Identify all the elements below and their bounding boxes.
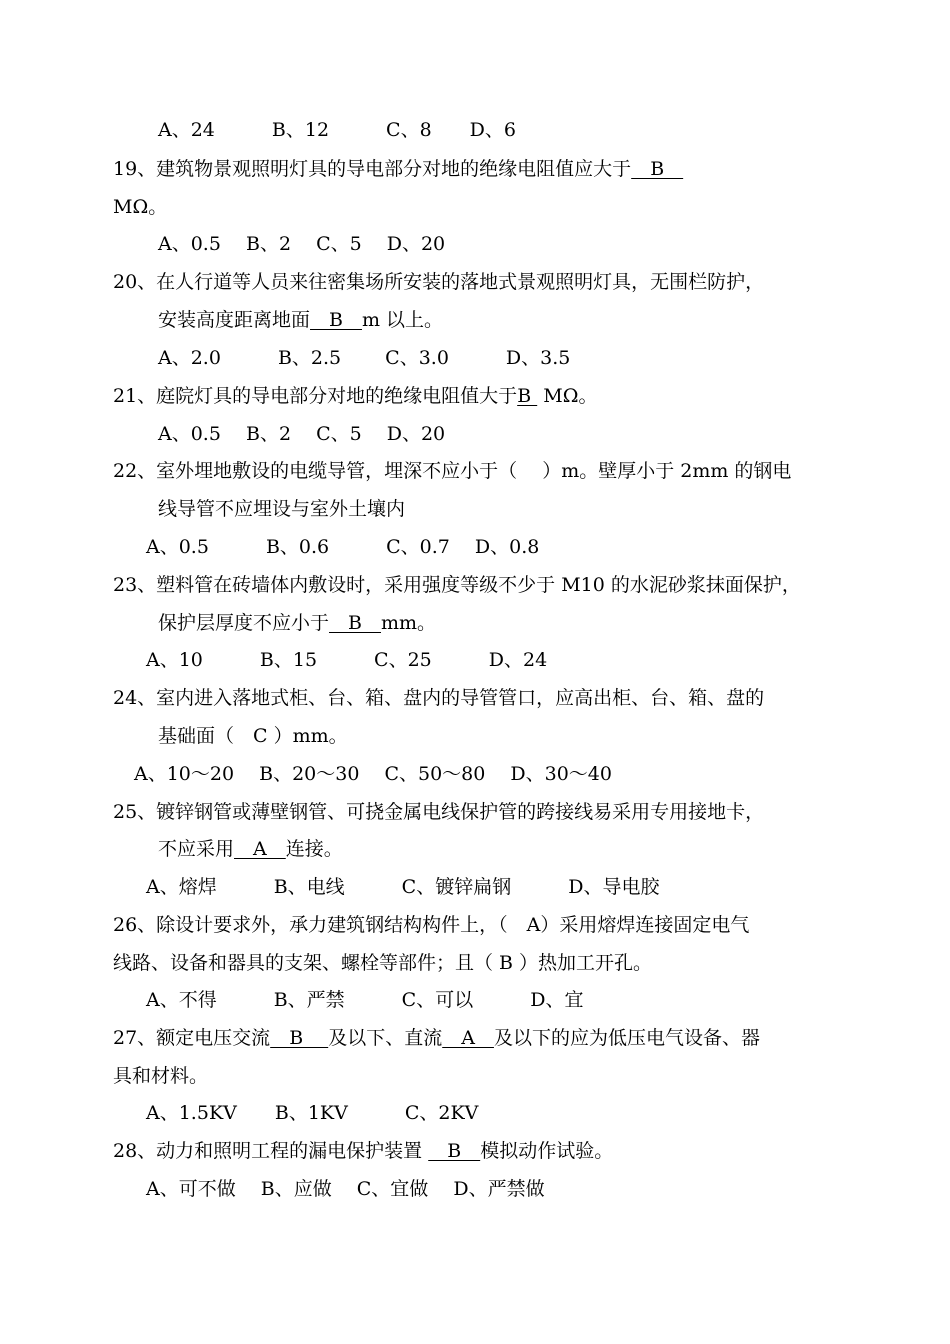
q23-answer: B bbox=[329, 612, 381, 634]
q25-options: A、熔焊 B、电线 C、镀锌扁钢 D、导电胶 bbox=[146, 876, 660, 898]
q27-text-mid: 及以下、直流 bbox=[328, 1027, 443, 1049]
q25-answer: A bbox=[234, 838, 286, 860]
q23-question: 23、塑料管在砖墙体内敷设时，采用强度等级不少于 M10 的水泥砂浆抹面保护， bbox=[113, 574, 801, 596]
q20-question-cont bbox=[158, 308, 443, 332]
q28-options: A、可不做 B、应做 C、宜做 D、严禁做 bbox=[146, 1178, 545, 1200]
q21-answer: B bbox=[517, 385, 538, 407]
q19-options: A、0.5 B、2 C、5 D、20 bbox=[158, 233, 446, 255]
q23-options: A、10 B、15 C、25 D、24 bbox=[146, 649, 548, 671]
q21-options: A、0.5 B、2 C、5 D、20 bbox=[158, 423, 446, 445]
q21-text-end: MΩ。 bbox=[537, 385, 598, 407]
q26-options: A、不得 B、严禁 C、可以 D、宜 bbox=[146, 989, 584, 1011]
q19-question-cont: MΩ。 bbox=[113, 196, 168, 218]
q24-question: 24、室内进入落地式柜、台、箱、盘内的导管管口，应高出柜、台、箱、盘的 bbox=[113, 687, 765, 709]
q22-options: A、0.5 B、0.6 C、0.7 D、0.8 bbox=[146, 536, 540, 558]
q28-text: 28、动力和照明工程的漏电保护装置 bbox=[113, 1140, 429, 1162]
q27-question-cont: 具和材料。 bbox=[113, 1065, 209, 1087]
q25-question-cont bbox=[158, 837, 343, 861]
q20-question: 20、在人行道等人员来往密集场所安装的落地式景观照明灯具，无围栏防护， bbox=[113, 271, 765, 293]
q26-question: 26、除设计要求外，承力建筑钢结构构件上，（ A）采用熔焊连接固定电气 bbox=[113, 914, 750, 936]
q27-answer-ac: B bbox=[270, 1027, 329, 1049]
q20-text-end: m 以上。 bbox=[361, 309, 444, 331]
q27-options: A、1.5KV B、1KV C、2KV bbox=[146, 1102, 479, 1124]
q24-options: A、10～20 B、20～30 C、50～80 D、30～40 bbox=[134, 763, 612, 785]
q23-text: 保护层厚度不应小于 bbox=[158, 612, 330, 634]
q21-text: 21、庭院灯具的导电部分对地的绝缘电阻值大于 bbox=[113, 385, 518, 407]
q27-answer-dc: A bbox=[442, 1027, 494, 1049]
q22-question: 22、室外埋地敷设的电缆导管，埋深不应小于（ ）m。壁厚小于 2mm 的钢电 bbox=[113, 460, 792, 482]
q27-text: 27、额定电压交流 bbox=[113, 1027, 271, 1049]
q22-question-cont: 线导管不应埋设与室外土壤内 bbox=[158, 498, 406, 520]
q23-question-cont bbox=[158, 611, 436, 635]
q28-text-end: 模拟动作试验。 bbox=[480, 1140, 614, 1162]
q20-answer: B bbox=[310, 309, 362, 331]
q19-text: 19、建筑物景观照明灯具的导电部分对地的绝缘电阻值应大于 bbox=[113, 158, 632, 180]
q21-question bbox=[113, 384, 597, 408]
q26-question-cont: 线路、设备和器具的支架、螺栓等部件；且（ B ）热加工开孔。 bbox=[113, 952, 653, 974]
q28-question bbox=[113, 1139, 613, 1163]
q27-question bbox=[113, 1026, 760, 1050]
q28-answer: B bbox=[428, 1140, 481, 1162]
q25-text: 不应采用 bbox=[158, 838, 235, 860]
q20-text: 安装高度距离地面 bbox=[158, 309, 311, 331]
q27-text-end: 及以下的应为低压电气设备、器 bbox=[493, 1027, 760, 1049]
q19-question bbox=[113, 157, 683, 181]
q18-options: A、24 B、12 C、8 D、6 bbox=[158, 119, 516, 141]
q23-text-end: mm。 bbox=[380, 612, 437, 634]
q19-answer: B bbox=[631, 158, 684, 180]
q20-options: A、2.0 B、2.5 C、3.0 D、3.5 bbox=[158, 347, 571, 369]
q25-question: 25、镀锌钢管或薄壁钢管、可挠金属电线保护管的跨接线易采用专用接地卡， bbox=[113, 801, 765, 823]
q25-text-end: 连接。 bbox=[285, 838, 343, 860]
q24-question-cont: 基础面（ C ）mm。 bbox=[158, 725, 348, 747]
